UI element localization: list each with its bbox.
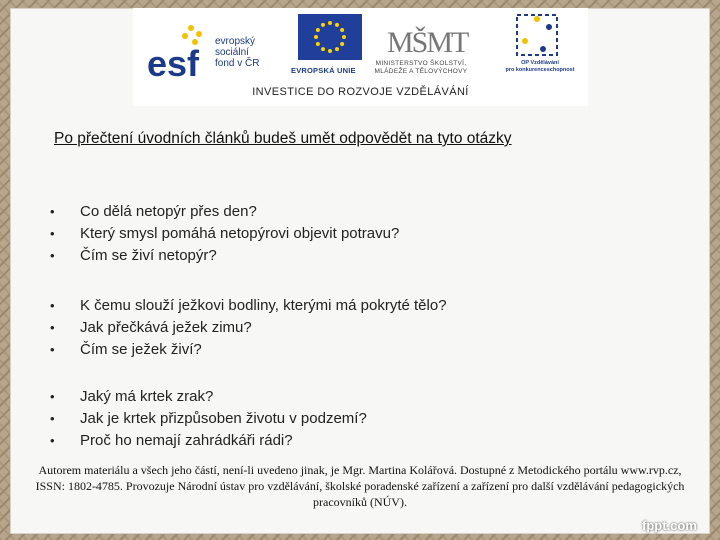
- eu-star-icon: [328, 49, 332, 53]
- esf-caption: [215, 36, 259, 69]
- esf-wordmark: esf: [147, 43, 200, 84]
- msmt-label: MINISTERSTVO ŠKOLSTVÍ, MLÁDEŽE A TĚLOVÝCHOVY: [374, 60, 468, 75]
- bullet: •: [50, 248, 55, 263]
- op-label: OP Vzdělávání pro konkurenceschopnost: [505, 60, 575, 73]
- question-text: Proč ho nemají zahrádkáři rádi?: [80, 432, 293, 449]
- bullet: •: [50, 226, 55, 241]
- eu-star-icon: [340, 28, 344, 32]
- bullet: •: [50, 389, 55, 404]
- eu-star-icon: [335, 23, 339, 27]
- logo-strip: [133, 8, 588, 106]
- question-text: Který smysl pomáhá netopýrovi objevit potravu?: [80, 225, 400, 242]
- op-logo: [513, 11, 561, 59]
- bullet: •: [50, 320, 55, 335]
- msmt-logo: [385, 12, 468, 62]
- eu-star-icon: [328, 21, 332, 25]
- question-text: Čím se živí netopýr?: [80, 247, 217, 264]
- eu-star-icon: [342, 35, 346, 39]
- question-text: K čemu slouží ježkovi bodliny, kterými má pokryté tělo?: [80, 297, 447, 314]
- bullet: •: [50, 433, 55, 448]
- bullet: •: [50, 204, 55, 219]
- eu-star-icon: [314, 35, 318, 39]
- eu-label: EVROPSKÁ UNIE: [291, 66, 356, 75]
- eu-star-icon: [316, 42, 320, 46]
- esf-caption-text: evropský sociální fond v ČR: [215, 36, 260, 69]
- eu-star-icon: [340, 42, 344, 46]
- eu-star-icon: [321, 23, 325, 27]
- bullet: •: [50, 298, 55, 313]
- msmt-mark: MŠMT: [387, 26, 468, 59]
- eu-star-icon: [316, 28, 320, 32]
- bullet: •: [50, 411, 55, 426]
- investice-banner: INVESTICE DO ROZVOJE VZDĚLÁVÁNÍ: [252, 86, 469, 98]
- eu-star-icon: [335, 47, 339, 51]
- question-text: Jak přečkává ježek zimu?: [80, 319, 252, 336]
- author-footer: Autorem materiálu a všech jeho částí, není-li uvedeno jinak, je Mgr. Martina Kolářová. Dostupné z Metodického portálu www.rvp.cz, ISSN: 1802-4785. Provozuje Národní ústav pro vzdělávání, školské poradenské zařízení a zařízení pro další vzdělávání pedagogických pracovníků (NÚV).: [35, 463, 685, 509]
- question-text: Jak je krtek přizpůsoben životu v podzemí?: [80, 410, 367, 427]
- question-text: Čím se ježek živí?: [80, 341, 202, 358]
- eu-star-icon: [321, 47, 325, 51]
- esf-logo: [147, 14, 207, 84]
- bullet: •: [50, 342, 55, 357]
- question-text: Jaký má krtek zrak?: [80, 388, 214, 405]
- question-text: Co dělá netopýr přes den?: [80, 203, 257, 220]
- eu-flag-icon: [298, 14, 362, 60]
- slide: [10, 8, 710, 534]
- page-title: Po přečtení úvodních článků budeš umět odpovědět na tyto otázky: [54, 130, 512, 147]
- watermark: fppt.com: [642, 518, 697, 533]
